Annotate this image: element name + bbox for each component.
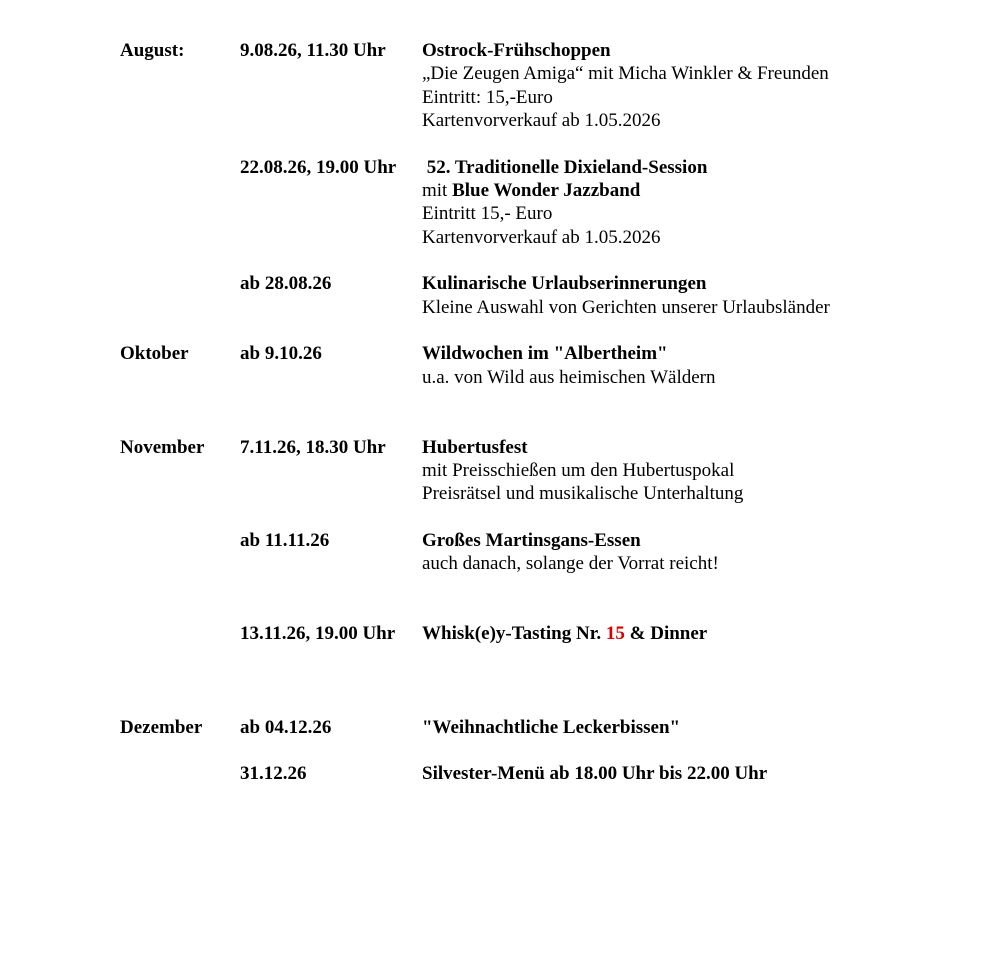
event-description [422, 156, 982, 249]
event-date: ab 9.10.26 [240, 343, 322, 365]
event-text-line [422, 342, 982, 365]
event-text-line [422, 272, 982, 295]
event-text-line [422, 296, 982, 319]
event-description [422, 342, 982, 389]
text-segment: 52. Traditionelle Dixieland-Session [422, 156, 708, 178]
event-text-line [422, 436, 982, 459]
event-date: ab 11.11.26 [240, 529, 330, 551]
event-date: ab 28.08.26 [240, 273, 332, 295]
text-segment: „Die Zeugen Amiga“ mit Micha Winkler & Freunden [422, 63, 829, 85]
text-segment: Silvester-Menü ab 18.00 Uhr bis 22.00 Uhr [422, 763, 768, 785]
event-description [422, 436, 982, 506]
event-row [120, 762, 982, 785]
event-month: November [120, 436, 205, 458]
event-text-line [422, 156, 982, 179]
event-date: 7.11.26, 18.30 Uhr [240, 436, 386, 458]
event-row [120, 529, 982, 576]
event-text-line [422, 459, 982, 482]
event-date: ab 04.12.26 [240, 716, 332, 738]
event-row [120, 436, 982, 506]
event-description [422, 272, 982, 319]
text-segment: Preisrätsel und musikalische Unterhaltung [422, 483, 744, 505]
event-row [120, 156, 982, 249]
event-row [120, 272, 982, 319]
event-description [422, 622, 982, 645]
text-segment: auch danach, solange der Vorrat reicht! [422, 553, 719, 575]
text-segment: Whisk(e)y-Tasting Nr. [422, 623, 606, 645]
text-segment: Wildwochen im "Albertheim" [422, 343, 668, 365]
event-text-line [422, 62, 982, 85]
event-text-line [422, 109, 982, 132]
event-date: 31.12.26 [240, 763, 307, 785]
event-row [120, 342, 982, 389]
event-date: 22.08.26, 19.00 Uhr [240, 156, 397, 178]
text-segment: Hubertusfest [422, 436, 528, 458]
event-text-line [422, 86, 982, 109]
event-text-line [422, 39, 982, 62]
event-description [422, 716, 982, 739]
text-segment: Kartenvorverkauf ab 1.05.2026 [422, 226, 661, 248]
event-list [120, 39, 982, 786]
text-segment: & Dinner [624, 623, 708, 645]
event-text-line [422, 622, 982, 645]
event-text-line [422, 762, 982, 785]
event-month: August: [120, 40, 185, 61]
event-description [422, 762, 982, 785]
event-row [120, 39, 982, 132]
event-row [120, 716, 982, 739]
text-segment: Kleine Auswahl von Gerichten unserer Urlaubsländer [422, 296, 830, 318]
text-segment: Großes Martinsgans-Essen [422, 529, 641, 551]
event-month: Dezember [120, 716, 203, 738]
text-segment: Kulinarische Urlaubserinnerungen [422, 273, 707, 295]
event-text-line [422, 366, 982, 389]
event-date: 9.08.26, 11.30 Uhr [240, 40, 386, 61]
event-date: 13.11.26, 19.00 Uhr [240, 623, 396, 645]
event-text-line [422, 179, 982, 202]
event-text-line [422, 226, 982, 249]
event-description [422, 39, 982, 132]
text-segment: 15 [605, 623, 625, 645]
text-segment: mit Preisschießen um den Hubertuspokal [422, 459, 735, 481]
event-month: Oktober [120, 343, 189, 365]
event-row [120, 622, 982, 645]
text-segment: Kartenvorverkauf ab 1.05.2026 [422, 109, 661, 131]
text-segment: Eintritt 15,- Euro [422, 203, 553, 225]
text-segment: "Weihnachtliche Leckerbissen" [422, 716, 681, 738]
event-text-line [422, 529, 982, 552]
event-text-line [422, 552, 982, 575]
text-segment: mit [422, 179, 453, 201]
text-segment: Ostrock-Frühschoppen [422, 40, 611, 61]
text-segment: u.a. von Wild aus heimischen Wäldern [422, 366, 716, 388]
text-segment: Eintritt: 15,-Euro [422, 86, 553, 108]
event-text-line [422, 716, 982, 739]
text-segment: Blue Wonder Jazzband [452, 179, 641, 201]
event-description [422, 529, 982, 576]
event-text-line [422, 202, 982, 225]
event-text-line [422, 482, 982, 505]
